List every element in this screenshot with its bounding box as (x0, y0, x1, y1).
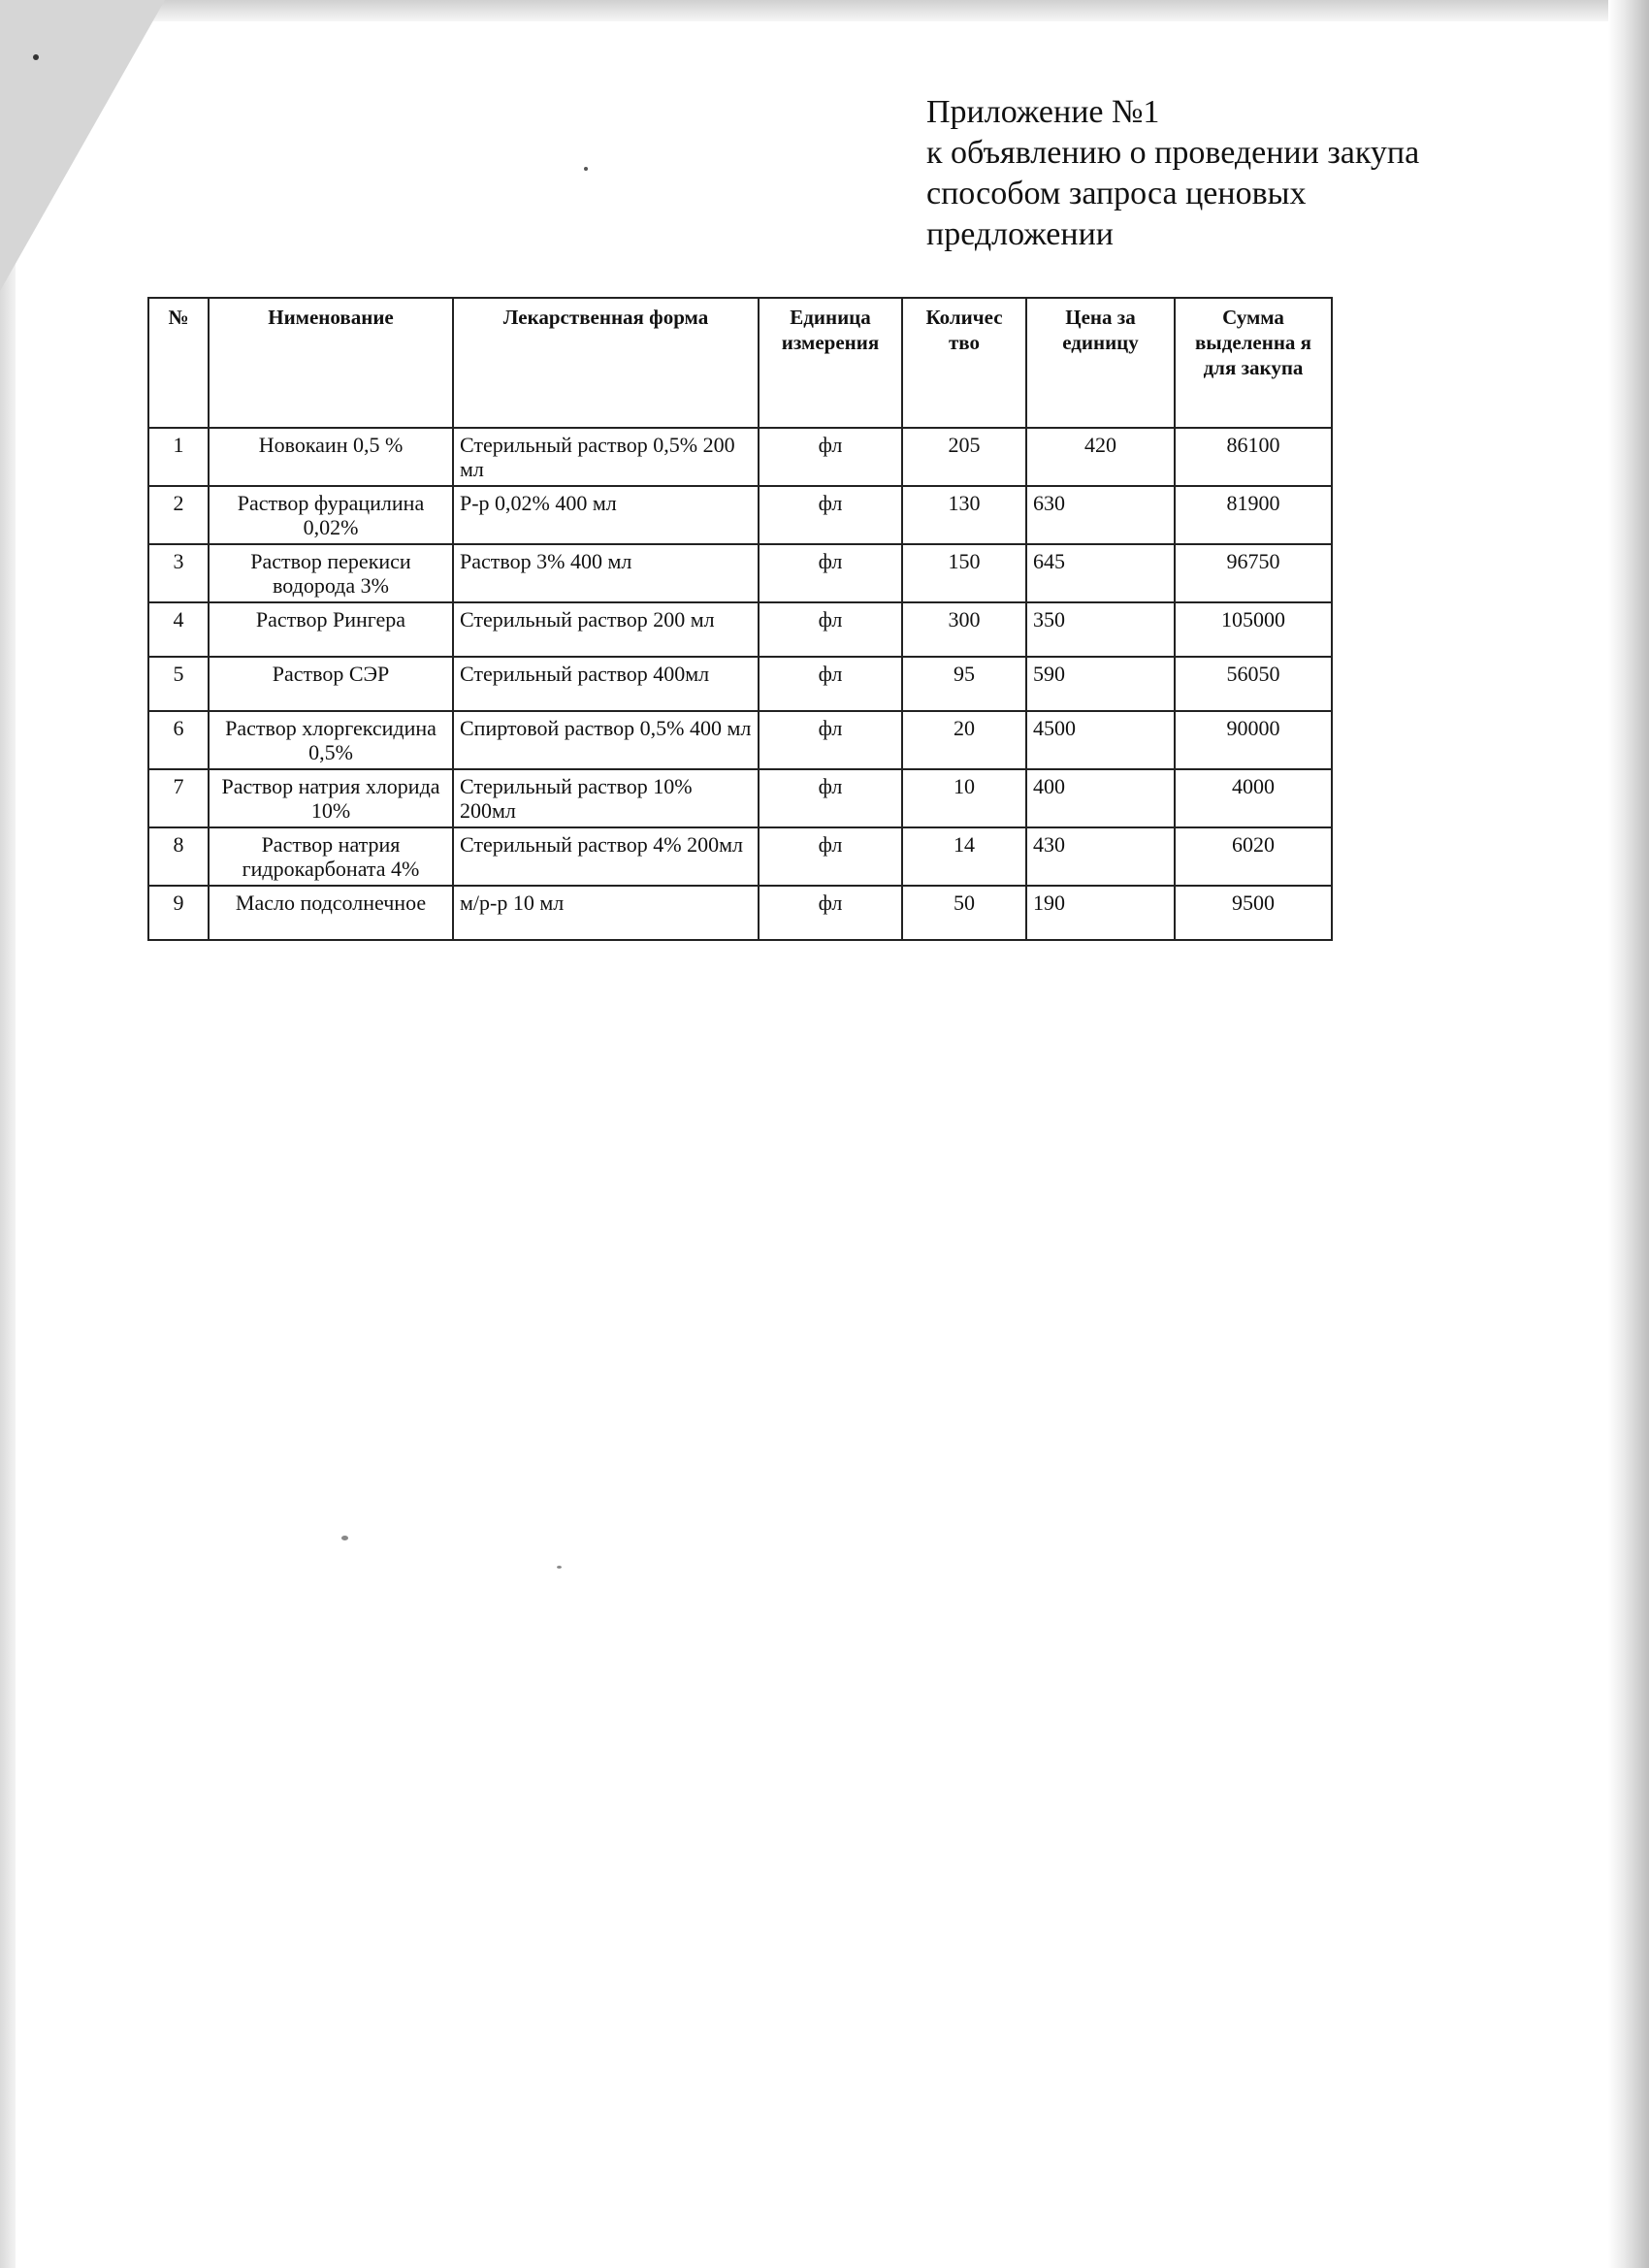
cell-unit-price: 420 (1026, 428, 1175, 486)
cell-dosage-form: Спиртовой раствор 0,5% 400 мл (453, 711, 759, 769)
cell-unit: фл (759, 544, 902, 602)
cell-number: 4 (148, 602, 209, 657)
cell-unit: фл (759, 486, 902, 544)
cell-quantity: 205 (902, 428, 1026, 486)
cell-quantity: 20 (902, 711, 1026, 769)
header-dosage-form: Лекарственная форма (453, 298, 759, 428)
scan-speck (33, 54, 39, 60)
scan-speck (584, 167, 588, 171)
cell-unit-price: 630 (1026, 486, 1175, 544)
cell-unit: фл (759, 602, 902, 657)
cell-number: 8 (148, 827, 209, 886)
appendix-line: Приложение №1 (926, 94, 1160, 130)
cell-quantity: 95 (902, 657, 1026, 711)
cell-quantity: 150 (902, 544, 1026, 602)
scan-right-edge (1608, 0, 1649, 2268)
table-row (148, 657, 1332, 711)
cell-dosage-form: Стерильный раствор 10% 200мл (453, 769, 759, 827)
cell-number: 2 (148, 486, 209, 544)
cell-allocated-sum: 56050 (1175, 657, 1332, 711)
scan-top-edge (0, 0, 1649, 21)
cell-name: Раствор фурацилина 0,02% (209, 486, 453, 544)
cell-quantity: 14 (902, 827, 1026, 886)
cell-number: 7 (148, 769, 209, 827)
cell-unit-price: 400 (1026, 769, 1175, 827)
cell-unit: фл (759, 886, 902, 940)
scan-speck (341, 1536, 348, 1540)
cell-name: Раствор хлоргексидина 0,5% (209, 711, 453, 769)
cell-allocated-sum: 105000 (1175, 602, 1332, 657)
cell-allocated-sum: 90000 (1175, 711, 1332, 769)
table-row (148, 886, 1332, 940)
cell-number: 5 (148, 657, 209, 711)
cell-allocated-sum: 81900 (1175, 486, 1332, 544)
cell-unit-price: 430 (1026, 827, 1175, 886)
cell-dosage-form: Стерильный раствор 400мл (453, 657, 759, 711)
cell-unit: фл (759, 827, 902, 886)
header-name: Нименование (209, 298, 453, 428)
cell-quantity: 300 (902, 602, 1026, 657)
cell-allocated-sum: 6020 (1175, 827, 1332, 886)
cell-dosage-form: Стерильный раствор 4% 200мл (453, 827, 759, 886)
scan-speck (557, 1566, 562, 1569)
cell-dosage-form: Раствор 3% 400 мл (453, 544, 759, 602)
cell-allocated-sum: 86100 (1175, 428, 1332, 486)
cell-unit-price: 590 (1026, 657, 1175, 711)
header-unit: Единица измерения (759, 298, 902, 428)
appendix-line: предложении (926, 216, 1114, 252)
cell-quantity: 50 (902, 886, 1026, 940)
cell-quantity: 10 (902, 769, 1026, 827)
cell-unit-price: 645 (1026, 544, 1175, 602)
cell-number: 6 (148, 711, 209, 769)
appendix-heading (926, 92, 1547, 255)
goods-table (147, 297, 1333, 941)
cell-unit-price: 190 (1026, 886, 1175, 940)
header-unit-price: Цена за единицу (1026, 298, 1175, 428)
cell-number: 9 (148, 886, 209, 940)
cell-dosage-form: м/р-р 10 мл (453, 886, 759, 940)
cell-dosage-form: Р-р 0,02% 400 мл (453, 486, 759, 544)
cell-name: Раствор натрия гидрокарбоната 4% (209, 827, 453, 886)
appendix-line: способом запроса ценовых (926, 176, 1307, 211)
cell-number: 3 (148, 544, 209, 602)
cell-name: Масло подсолнечное (209, 886, 453, 940)
cell-unit: фл (759, 769, 902, 827)
header-allocated-sum: Сумма выделенна я для закупа (1175, 298, 1332, 428)
cell-name: Новокаин 0,5 % (209, 428, 453, 486)
cell-dosage-form: Стерильный раствор 200 мл (453, 602, 759, 657)
cell-dosage-form: Стерильный раствор 0,5% 200 мл (453, 428, 759, 486)
table-row (148, 544, 1332, 602)
header-quantity: Количес тво (902, 298, 1026, 428)
cell-allocated-sum: 9500 (1175, 886, 1332, 940)
cell-unit-price: 350 (1026, 602, 1175, 657)
cell-number: 1 (148, 428, 209, 486)
cell-unit-price: 4500 (1026, 711, 1175, 769)
cell-unit: фл (759, 428, 902, 486)
cell-name: Раствор натрия хлорида 10% (209, 769, 453, 827)
cell-name: Раствор СЭР (209, 657, 453, 711)
table-row (148, 827, 1332, 886)
table-row (148, 769, 1332, 827)
cell-name: Раствор Рингера (209, 602, 453, 657)
table-row (148, 428, 1332, 486)
cell-allocated-sum: 96750 (1175, 544, 1332, 602)
appendix-line: к объявлению о проведении закупа (926, 135, 1420, 171)
table-row (148, 602, 1332, 657)
table-row (148, 711, 1332, 769)
cell-allocated-sum: 4000 (1175, 769, 1332, 827)
cell-name: Раствор перекиси водорода 3% (209, 544, 453, 602)
scan-folded-corner (0, 0, 165, 291)
cell-unit: фл (759, 711, 902, 769)
table-row (148, 486, 1332, 544)
table-header-row (148, 298, 1332, 428)
cell-quantity: 130 (902, 486, 1026, 544)
header-number: № (148, 298, 209, 428)
scan-left-edge (0, 0, 16, 2268)
cell-unit: фл (759, 657, 902, 711)
